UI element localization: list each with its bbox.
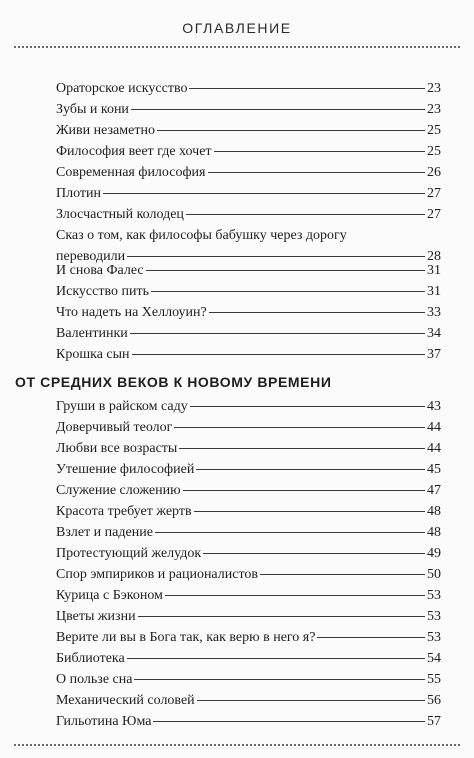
toc-entry[interactable] xyxy=(56,396,441,417)
leader-line xyxy=(138,616,425,617)
toc-entry-title: Что надеть на Хеллоуин? xyxy=(56,305,207,320)
toc-entry[interactable] xyxy=(56,120,441,141)
toc-entry-page: 44 xyxy=(427,441,441,456)
toc-entry-page: 53 xyxy=(427,588,441,603)
leader-line xyxy=(151,291,425,292)
toc-entry-page: 31 xyxy=(427,284,441,299)
toc-entry-page: 50 xyxy=(427,567,441,582)
toc-entry[interactable] xyxy=(56,260,441,281)
leader-line xyxy=(194,511,425,512)
toc-entry-page: 49 xyxy=(427,546,441,561)
toc-entry-title: Любви все возрасты xyxy=(56,441,178,456)
toc-entry[interactable] xyxy=(56,690,441,711)
toc-entry-title: Взлет и падение xyxy=(56,525,153,540)
toc-entry[interactable] xyxy=(56,323,441,344)
leader-line xyxy=(153,721,425,722)
toc-entry[interactable] xyxy=(56,648,441,669)
toc-entry-title: О пользе сна xyxy=(56,672,133,687)
toc-entry-page: 25 xyxy=(427,144,441,159)
toc-entry[interactable] xyxy=(56,711,441,732)
toc-entry-page: 28 xyxy=(427,249,441,264)
leader-line xyxy=(127,658,425,659)
toc-entry[interactable] xyxy=(56,501,441,522)
leader-line xyxy=(183,490,425,491)
toc-entry-title: Курица с Бэконом xyxy=(56,588,163,603)
toc-entry-page: 34 xyxy=(427,326,441,341)
toc-entry-page: 54 xyxy=(427,651,441,666)
toc-entry[interactable] xyxy=(56,183,441,204)
leader-line xyxy=(130,333,425,334)
toc-entry-title: Спор эмпириков и рационалистов xyxy=(56,567,259,582)
leader-line xyxy=(260,574,425,575)
toc-entry[interactable] xyxy=(56,522,441,543)
section-heading: ОТ СРЕДНИХ ВЕКОВ К НОВОМУ ВРЕМЕНИ xyxy=(15,374,332,390)
toc-entry-title: Утешение философией xyxy=(56,462,195,477)
toc-entry-title: Зубы и кони xyxy=(56,102,129,117)
page-title: ОГЛАВЛЕНИЕ xyxy=(182,20,292,36)
top-dotted-rule xyxy=(14,46,460,48)
toc-entry[interactable] xyxy=(56,627,441,648)
toc-entry[interactable] xyxy=(56,78,441,99)
toc-entry-page: 25 xyxy=(427,123,441,138)
leader-line xyxy=(203,553,425,554)
toc-entry[interactable] xyxy=(56,417,441,438)
toc-entry-title: Искусство пить xyxy=(56,284,149,299)
toc-entry-page: 33 xyxy=(427,305,441,320)
toc-entry[interactable] xyxy=(56,669,441,690)
leader-line xyxy=(190,406,425,407)
leader-line xyxy=(155,532,425,533)
toc-entry-title: Цветы жизни xyxy=(56,609,136,624)
leader-line xyxy=(186,214,425,215)
leader-line xyxy=(196,469,425,470)
bottom-dotted-rule xyxy=(14,744,460,746)
toc-entry-title: Служение сложению xyxy=(56,483,181,498)
toc-entry-page: 57 xyxy=(427,714,441,729)
toc-entry-title: Библиотека xyxy=(56,651,125,666)
leader-line xyxy=(132,354,425,355)
toc-entry[interactable] xyxy=(56,344,441,365)
toc-entry-title: Философия веет где хочет xyxy=(56,144,212,159)
toc-entry-title: Верите ли вы в Бога так, как верю в него я? xyxy=(56,630,316,645)
toc-entry[interactable] xyxy=(56,99,441,120)
toc-entry-page: 56 xyxy=(427,693,441,708)
toc-entry[interactable] xyxy=(56,162,441,183)
toc-entry-page: 26 xyxy=(427,165,441,180)
toc-entry[interactable] xyxy=(56,606,441,627)
toc-entry-title: переводили xyxy=(56,249,126,264)
toc-entry-page: 37 xyxy=(427,347,441,362)
toc-entry-page: 23 xyxy=(427,81,441,96)
leader-line xyxy=(317,637,425,638)
toc-entry-page: 55 xyxy=(427,672,441,687)
leader-line xyxy=(127,256,425,257)
toc-entry[interactable] xyxy=(56,204,441,225)
toc-entry-title: Современная философия xyxy=(56,165,206,180)
toc-entry-page: 31 xyxy=(427,263,441,278)
toc-entry-page: 53 xyxy=(427,609,441,624)
toc-entry-title: Злосчастный колодец xyxy=(56,207,184,222)
toc-entry-title: И снова Фалес xyxy=(56,263,144,278)
toc-entry-page: 43 xyxy=(427,399,441,414)
toc-entry[interactable] xyxy=(56,302,441,323)
leader-line xyxy=(103,193,425,194)
toc-entry-title: Валентинки xyxy=(56,326,128,341)
toc-entry[interactable] xyxy=(56,141,441,162)
toc-entry-page: 45 xyxy=(427,462,441,477)
toc-entry-title: Гильотина Юма xyxy=(56,714,152,729)
toc-entry-title: Плотин xyxy=(56,186,102,201)
toc-entry[interactable] xyxy=(56,564,441,585)
leader-line xyxy=(146,270,425,271)
toc-entry[interactable] xyxy=(56,543,441,564)
toc-entry-title: Доверчивый теолог xyxy=(56,420,173,435)
toc-entry-page: 23 xyxy=(427,102,441,117)
toc-entry[interactable] xyxy=(56,438,441,459)
toc-entry[interactable] xyxy=(56,281,441,302)
leader-line xyxy=(134,679,425,680)
toc-entry-page: 27 xyxy=(427,186,441,201)
leader-line xyxy=(165,595,425,596)
toc-entry-page: 27 xyxy=(427,207,441,222)
toc-entry[interactable] xyxy=(56,585,441,606)
leader-line xyxy=(131,109,425,110)
leader-line xyxy=(157,130,425,131)
leader-line xyxy=(197,700,425,701)
leader-line xyxy=(174,427,425,428)
toc-entry-title: Ораторское искусство xyxy=(56,81,188,96)
leader-line xyxy=(208,172,426,173)
leader-line xyxy=(214,151,425,152)
leader-line xyxy=(209,312,425,313)
toc-entry-title: Груши в райском саду xyxy=(56,399,188,414)
toc-entry-title: Механический соловей xyxy=(56,693,195,708)
toc-entry-page: 48 xyxy=(427,525,441,540)
toc-entry-page: 47 xyxy=(427,483,441,498)
toc-entry[interactable] xyxy=(56,480,441,501)
toc-entry-title: Красота требует жертв xyxy=(56,504,192,519)
toc-entry-title: Протестующий желудок xyxy=(56,546,202,561)
toc-entry-page: 48 xyxy=(427,504,441,519)
toc-entry-title: Крошка сын xyxy=(56,347,130,362)
toc-entry[interactable] xyxy=(56,459,441,480)
toc-entry-title: Живи незаметно xyxy=(56,123,155,138)
leader-line xyxy=(189,88,425,89)
leader-line xyxy=(179,448,425,449)
toc-entry-title-line1: Сказ о том, как философы бабушку через дорогу xyxy=(56,228,347,243)
toc-entry-page: 44 xyxy=(427,420,441,435)
toc-entry-page: 53 xyxy=(427,630,441,645)
